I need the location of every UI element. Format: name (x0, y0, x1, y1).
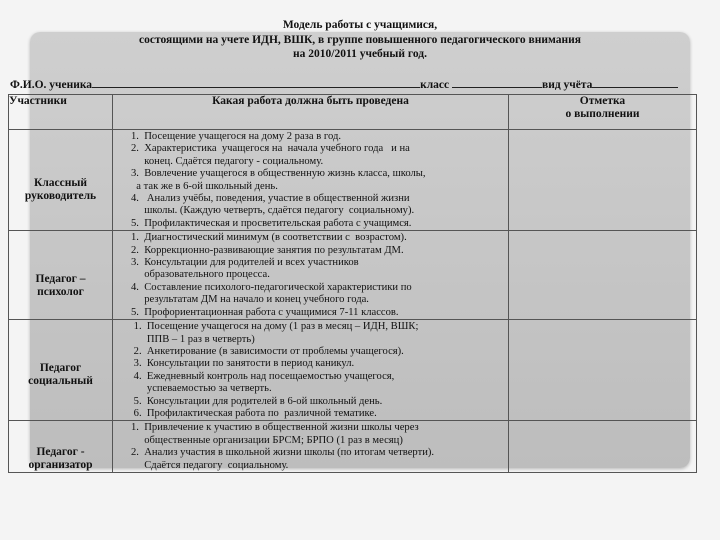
work-cell (113, 421, 509, 473)
work-list (113, 130, 508, 230)
class-label: класс (420, 79, 450, 91)
work-list (113, 320, 508, 420)
work-list-line: 3. Консультации для родителей и всех участников (131, 257, 359, 269)
work-list-line: 5. Профориентационная работа с учащимися 7-11 классов. (131, 306, 399, 318)
participant-cell (9, 320, 113, 421)
doc-title-line-3: на 2010/2011 учебный год. (293, 48, 427, 60)
work-list-line: 4. Составление психолого-педагогической характеристики по (131, 281, 412, 293)
header-mark-line-2: о выполнении (565, 108, 640, 120)
participant-cell (9, 421, 113, 473)
work-list-line: 1. Привлечение к участию в общественной жизни школы через (131, 422, 419, 434)
work-list-line: успеваемостью за четверть. (131, 383, 272, 395)
participant-name: организатор (28, 458, 93, 471)
work-list-line: ППВ – 1 раз в четверть) (131, 333, 255, 345)
table-header-row (9, 95, 697, 130)
table-row (9, 231, 697, 320)
participant-cell (9, 130, 113, 231)
doc-title-line-1: Модель работы с учащимися, (282, 19, 438, 31)
work-plan-table (8, 94, 697, 473)
header-participants: Участники (9, 95, 113, 130)
work-cell (113, 320, 509, 421)
participant-name: психолог (37, 286, 84, 299)
header-mark-line-1: Отметка (579, 95, 626, 107)
work-list-line: школы. (Каждую четверть, сдаётся педагогу социальному). (131, 205, 415, 217)
work-list-line: образовательного процесса. (131, 269, 270, 281)
completion-mark-cell[interactable] (509, 231, 697, 320)
work-list-line: 2. Анкетирование (в зависимости от проблемы учащегося). (131, 345, 404, 357)
participant-name: социальный (28, 375, 93, 388)
participant-name: Педагог - (36, 445, 85, 458)
completion-mark-cell[interactable] (509, 130, 697, 231)
table-row (9, 421, 697, 473)
participant-cell (9, 231, 113, 320)
work-list-line: 5. Профилактическая и просветительская работа с учащимся. (131, 217, 412, 229)
work-list-line: 1. Диагностический минимум (в соответствии с возрастом). (131, 232, 407, 244)
work-list-line: 5. Консультации для родителей в 6-ой школьный день. (131, 395, 383, 407)
participant-name: Педагог – (35, 273, 86, 286)
work-list (113, 231, 508, 319)
work-list-line: общественные организации БРСМ; БРПО (1 раз в месяц) (131, 434, 403, 446)
work-list-line: 1. Посещение учащегося на дому 2 раза в год. (131, 131, 341, 142)
fio-field[interactable] (92, 77, 420, 88)
work-list-line: 3. Вовлечение учащегося в общественную жизнь класса, школы, (131, 168, 426, 180)
work-list-line: 4. Анализ учёбы, поведения, участие в общественной жизни (131, 193, 410, 205)
work-cell (113, 130, 509, 231)
work-list-line: конец. Сдаётся педагогу - социальному. (131, 155, 324, 167)
work-list-line: Сдаётся педагогу социальному. (131, 459, 289, 471)
table-row (9, 320, 697, 421)
student-info-line (10, 77, 710, 91)
record-type-field[interactable] (592, 77, 678, 88)
work-list-line: 4. Ежедневный контроль над посещаемостью учащегося, (131, 370, 395, 382)
work-list (113, 421, 508, 472)
header-completion-mark (509, 95, 697, 130)
work-list-line: 2. Характеристика учащегося на начала учебного года и на (131, 143, 410, 155)
completion-mark-cell[interactable] (509, 320, 697, 421)
participant-name: Классный (34, 177, 87, 190)
work-list-line: результатам ДМ на начало и конец учебного года. (131, 294, 369, 306)
work-list-line: 3. Консультации по занятости в период каникул. (131, 358, 355, 370)
fio-label: Ф.И.О. ученика (10, 79, 93, 91)
work-list-line: 1. Посещение учащегося на дому (1 раз в месяц – ИДН, ВШК; (131, 321, 419, 333)
completion-mark-cell[interactable] (509, 421, 697, 473)
participant-name: руководитель (24, 190, 97, 203)
work-list-line: а так же в 6-ой школьный день. (131, 180, 278, 192)
header-work: Какая работа должна быть проведена (113, 95, 509, 130)
work-list-line: 6. Профилактическая работа по различной тематике. (131, 407, 377, 419)
record-type-label: вид учёта (541, 79, 593, 91)
class-field[interactable] (452, 77, 542, 88)
doc-title-line-2: состоящими на учете ИДН, ВШК, в группе повышенного педагогического внимания (139, 34, 581, 46)
participant-name: Педагог (39, 362, 82, 375)
work-list-line: 2. Анализ участия в школьной жизни школы (по итогам четверти). (131, 447, 435, 459)
work-list-line: 2. Коррекционно-развивающие занятия по результатам ДМ. (131, 244, 404, 256)
table-row (9, 130, 697, 231)
work-cell (113, 231, 509, 320)
